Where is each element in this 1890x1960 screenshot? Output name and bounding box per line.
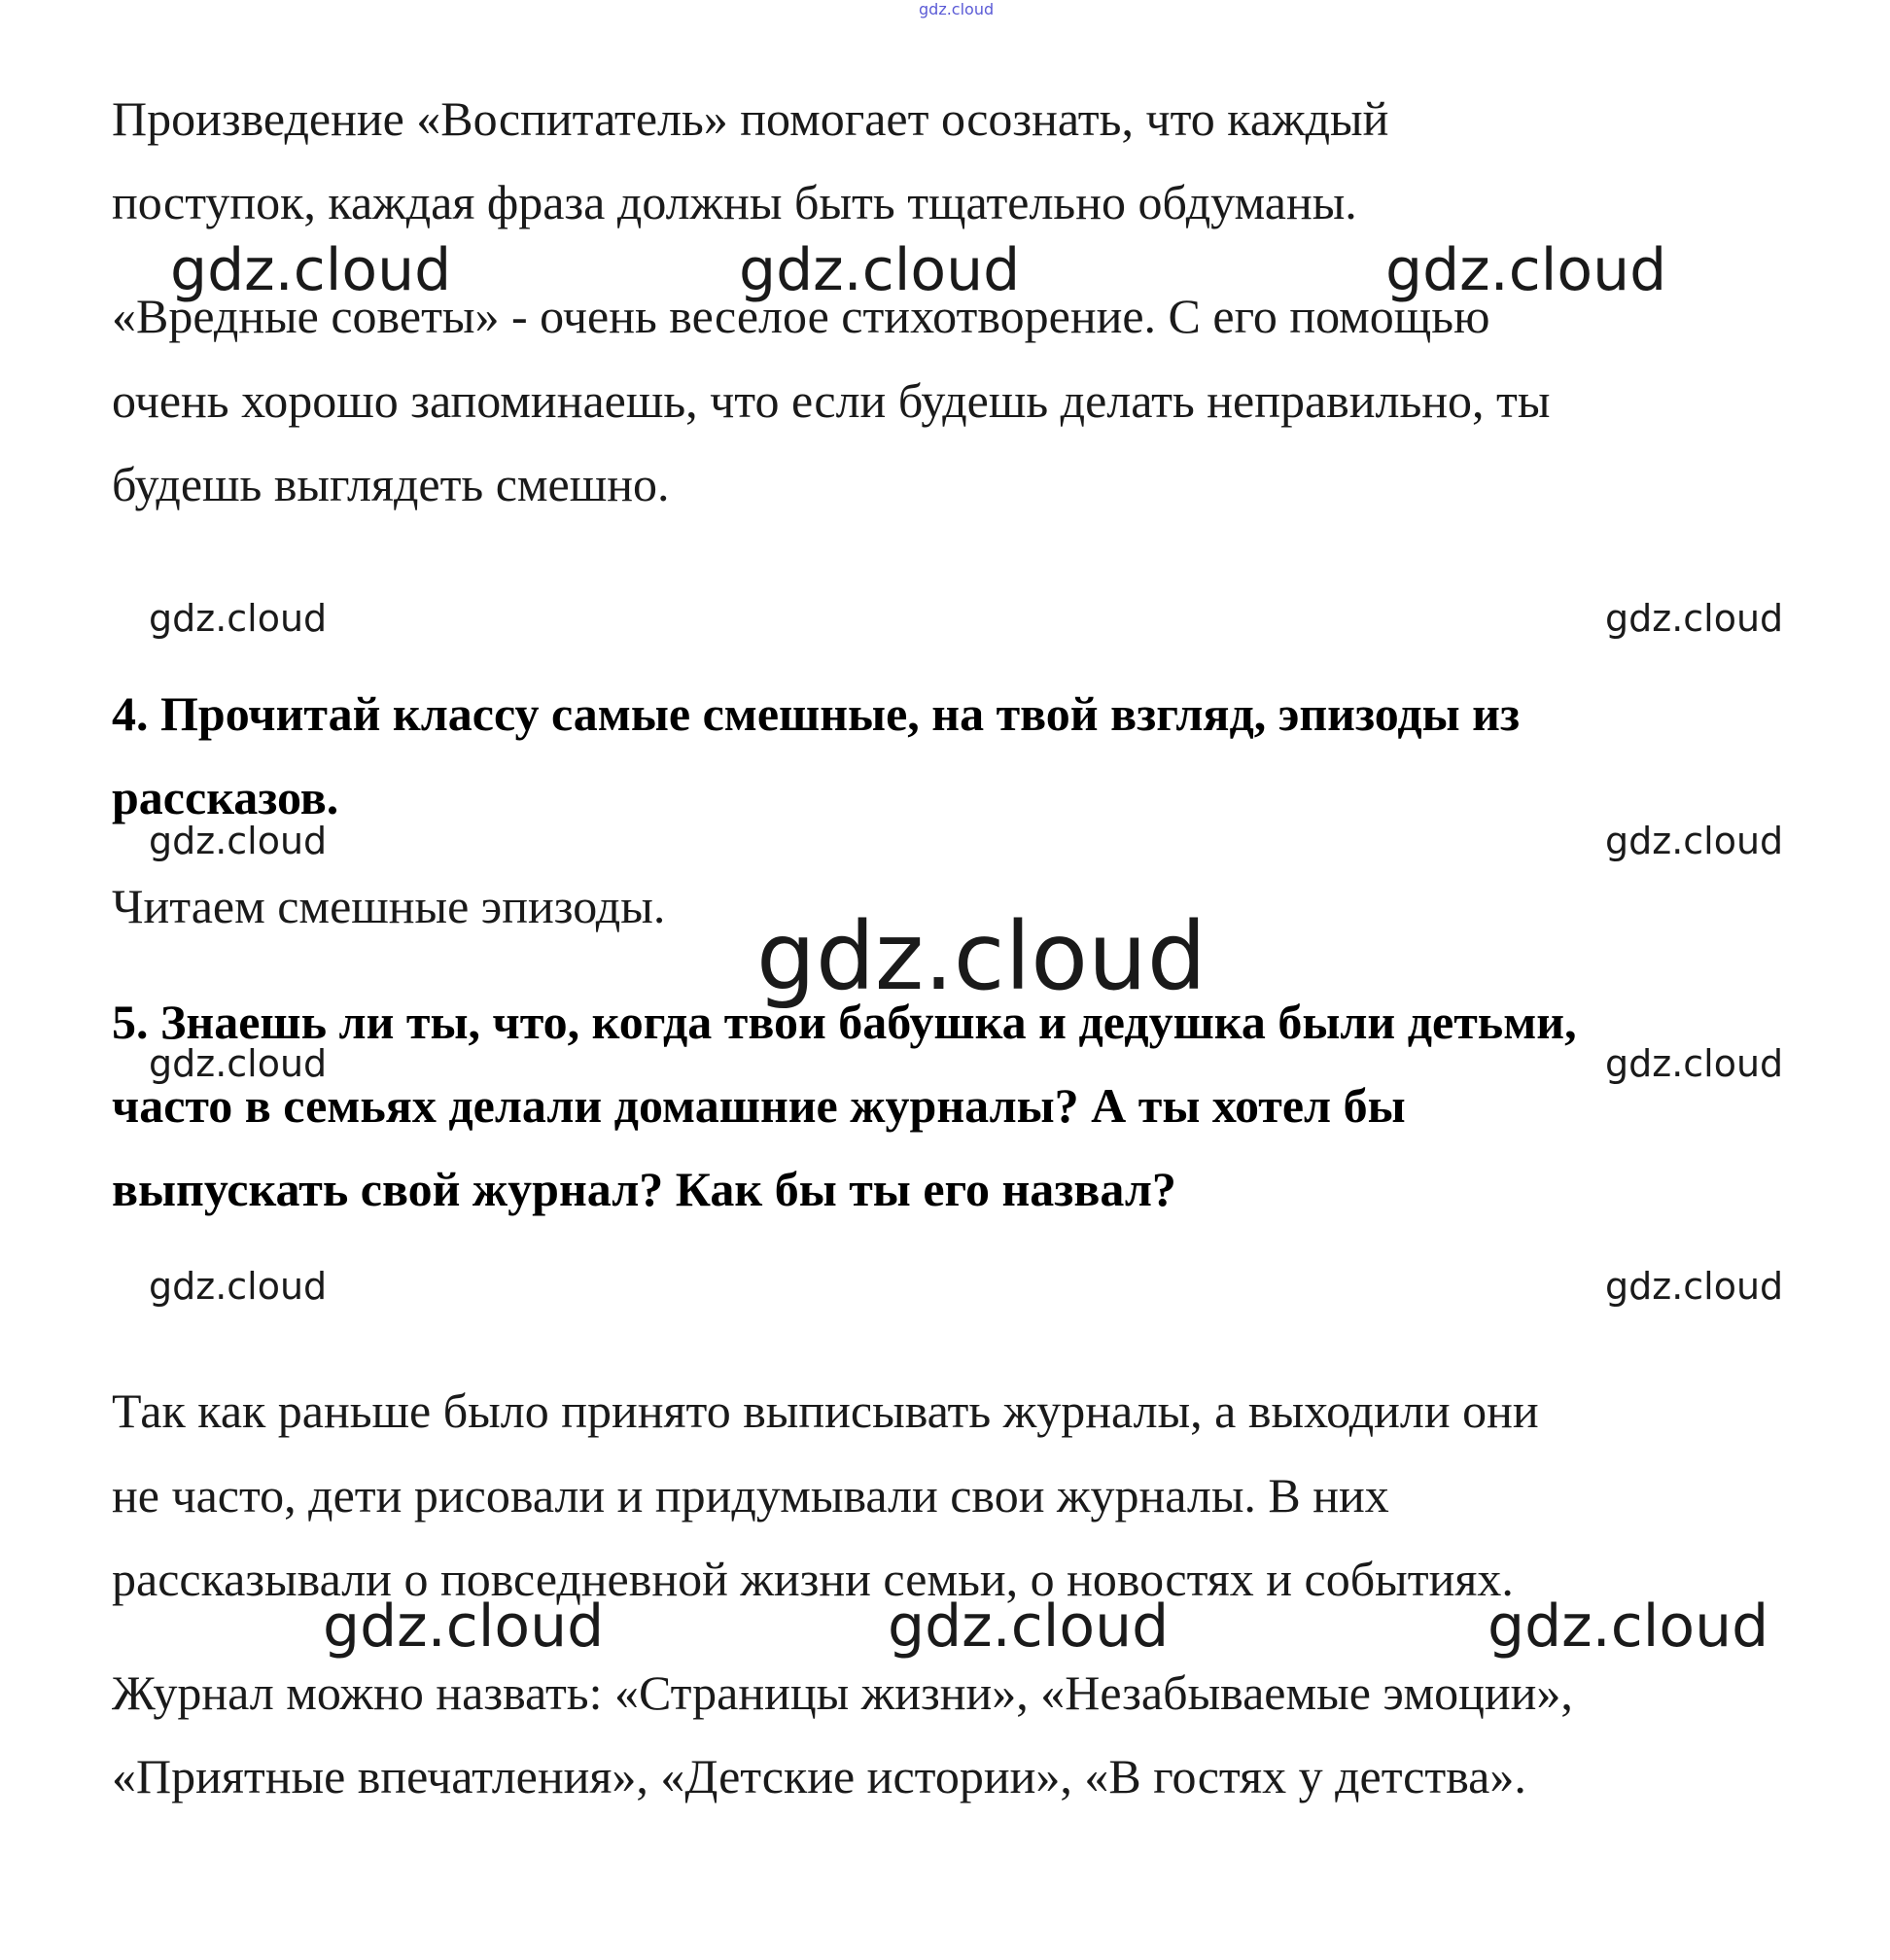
question-5-line-1: 5. Знаешь ли ты, что, когда твои бабушка и дедушка были детьми, — [112, 995, 1577, 1049]
watermark-small: gdz.cloud — [149, 1042, 328, 1085]
paragraph-vospitatel-line-2: поступок, каждая фраза должны быть тщательно обдуманы. — [112, 175, 1357, 229]
watermark-medium: gdz.cloud — [170, 236, 452, 304]
watermark-small: gdz.cloud — [1605, 1042, 1784, 1085]
watermark-medium: gdz.cloud — [1385, 236, 1667, 304]
watermark-small: gdz.cloud — [149, 1265, 328, 1308]
watermark-small: gdz.cloud — [1605, 597, 1784, 640]
question-5-line-2: часто в семьях делали домашние журналы? А ты хотел бы — [112, 1078, 1406, 1133]
watermark-small: gdz.cloud — [1605, 820, 1784, 862]
watermark-medium: gdz.cloud — [888, 1592, 1170, 1661]
watermark-medium: gdz.cloud — [323, 1592, 605, 1661]
paragraph-vrednye-line-3: будешь выглядеть смешно. — [112, 457, 670, 511]
watermark-small: gdz.cloud — [149, 597, 328, 640]
watermark-small: gdz.cloud — [149, 820, 328, 862]
watermark-large: gdz.cloud — [756, 902, 1207, 1011]
answer-5-line-2: не часто, дети рисовали и придумывали свои журналы. В них — [112, 1468, 1389, 1522]
watermark-small: gdz.cloud — [1605, 1265, 1784, 1308]
watermark-medium: gdz.cloud — [1488, 1592, 1769, 1661]
question-4-line-2: рассказов. — [112, 770, 339, 824]
answer-5-line-3: рассказывали о повседневной жизни семьи, о новостях и событиях. — [112, 1552, 1514, 1606]
watermark-top: gdz.cloud — [919, 0, 995, 18]
question-5-line-3: выпускать свой журнал? Как бы ты его назвал? — [112, 1162, 1176, 1216]
journal-names-line-2: «Приятные впечатления», «Детские истории», «В гостях у детства». — [112, 1749, 1526, 1803]
question-4-line-1: 4. Прочитай классу самые смешные, на твой взгляд, эпизоды из — [112, 686, 1521, 741]
journal-names-line-1: Журнал можно назвать: «Страницы жизни», «Незабываемые эмоции», — [112, 1665, 1573, 1720]
watermark-medium: gdz.cloud — [739, 236, 1021, 304]
paragraph-vospitatel-line-1: Произведение «Воспитатель» помогает осознать, что каждый — [112, 91, 1389, 146]
paragraph-vrednye-line-1: «Вредные советы» - очень веселое стихотворение. С его помощью — [112, 289, 1490, 343]
answer-4: Читаем смешные эпизоды. — [112, 879, 666, 933]
answer-5-line-1: Так как раньше было принято выписывать журналы, а выходили они — [112, 1383, 1539, 1438]
paragraph-vrednye-line-2: очень хорошо запоминаешь, что если будешь делать неправильно, ты — [112, 373, 1551, 428]
